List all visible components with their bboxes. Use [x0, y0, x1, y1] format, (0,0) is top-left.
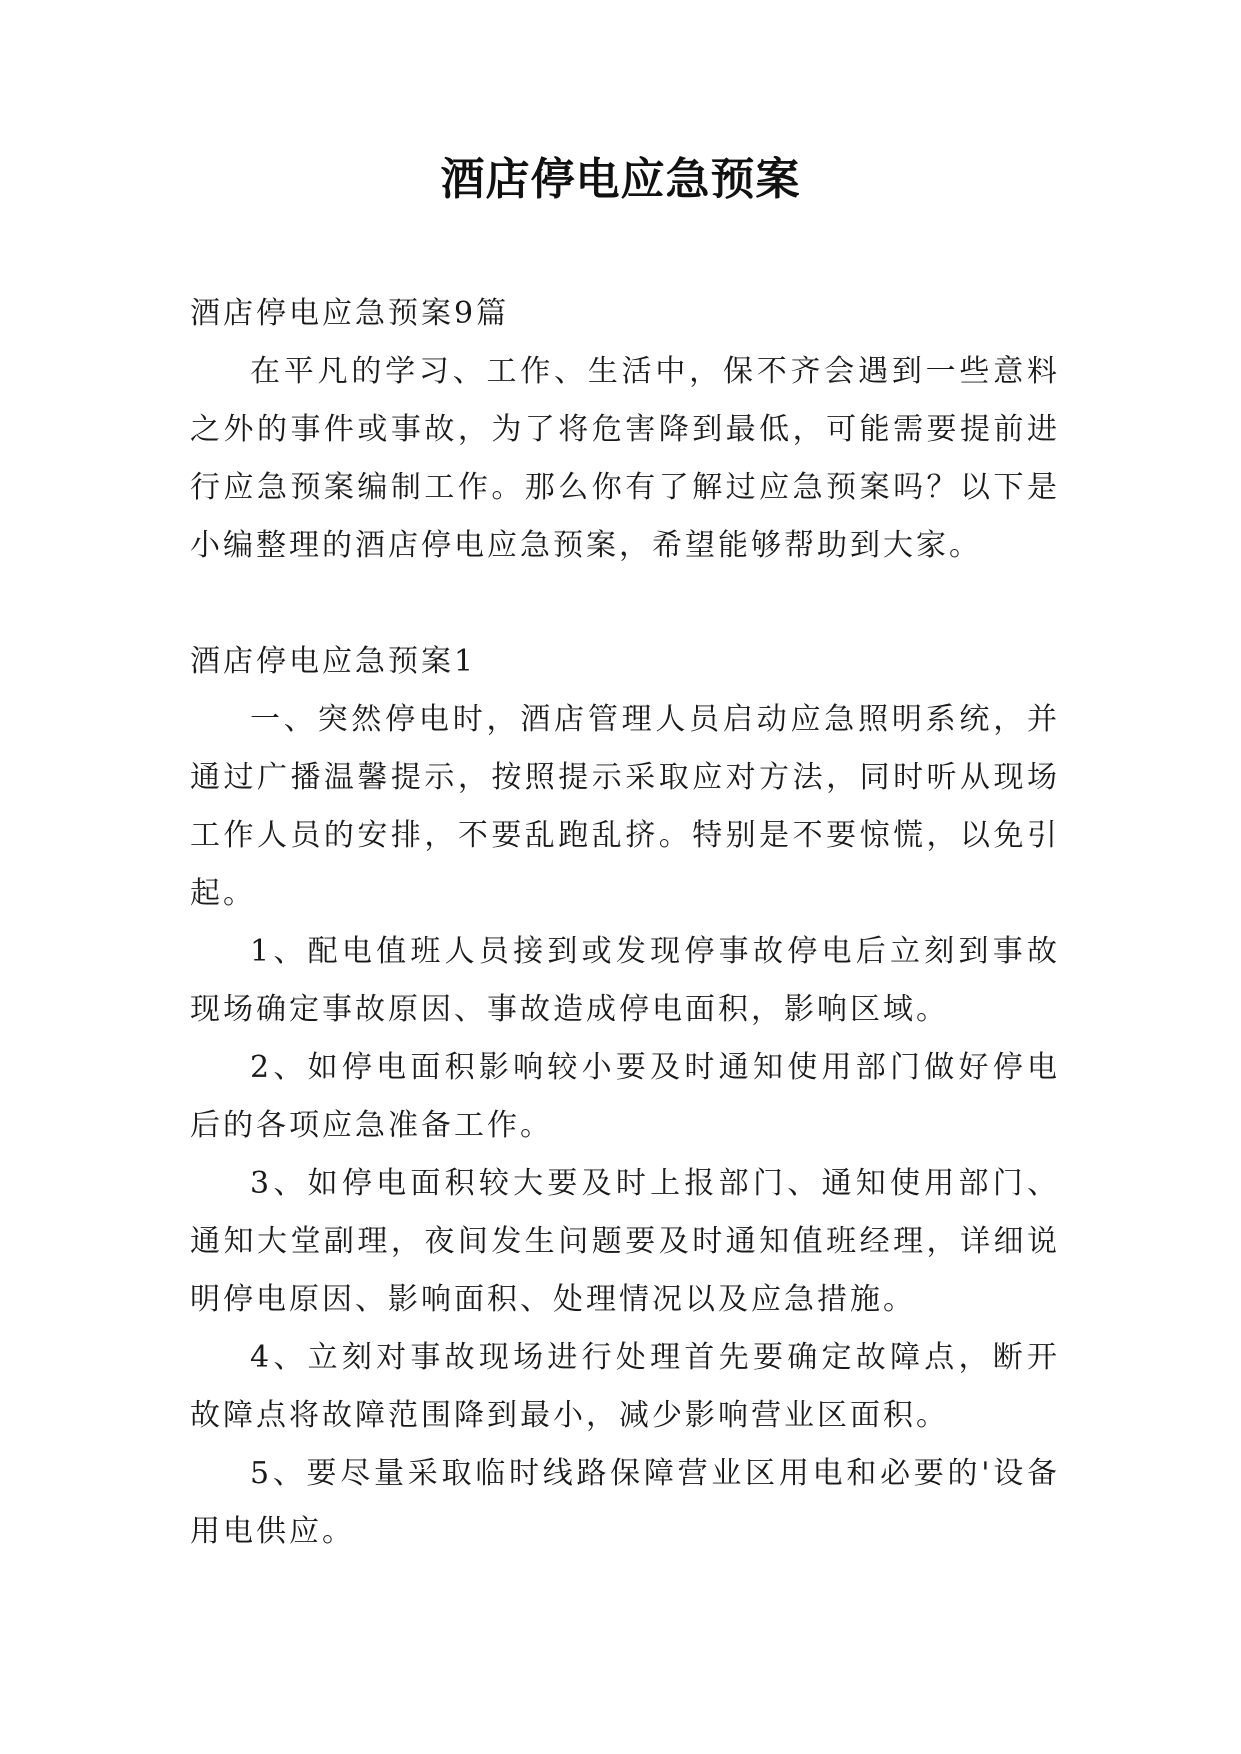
section-paragraph-item-4: 4、立刻对事故现场进行处理首先要确定故障点，断开故障点将故障范围降到最小，减少影响营业区面积。: [190, 1340, 1060, 1433]
section-paragraph-item-1: 1、配电值班人员接到或发现停事故停电后立刻到事故现场确定事故原因、事故造成停电面积，影响区域。: [190, 934, 1060, 1027]
section-heading: 酒店停电应急预案1: [190, 644, 477, 679]
page-title: 酒店停电应急预案: [440, 154, 801, 205]
section-paragraph-item-2: 2、如停电面积影响较小要及时通知使用部门做好停电后的各项应急准备工作。: [190, 1050, 1060, 1143]
document-subtitle: 酒店停电应急预案9篇: [190, 296, 510, 331]
document-body: [190, 285, 1060, 1561]
intro-paragraph: 在平凡的学习、工作、生活中，保不齐会遇到一些意料之外的事件或事故，为了将危害降到最低，可能需要提前进行应急预案编制工作。那么你有了解过应急预案吗？以下是小编整理的酒店停电应急预案，希望能够帮助到大家。: [190, 354, 1060, 563]
section-paragraph-item-5: 5、要尽量采取临时线路保障营业区用电和必要的'设备用电供应。: [190, 1456, 1060, 1549]
section-paragraph-intro: 一、突然停电时，酒店管理人员启动应急照明系统，并通过广播温馨提示，按照提示采取应对方法，同时听从现场工作人员的安排，不要乱跑乱挤。特别是不要惊慌，以免引起。: [190, 702, 1060, 911]
section-paragraph-item-3: 3、如停电面积较大要及时上报部门、通知使用部门、通知大堂副理，夜间发生问题要及时通知值班经理，详细说明停电原因、影响面积、处理情况以及应急措施。: [190, 1166, 1060, 1317]
